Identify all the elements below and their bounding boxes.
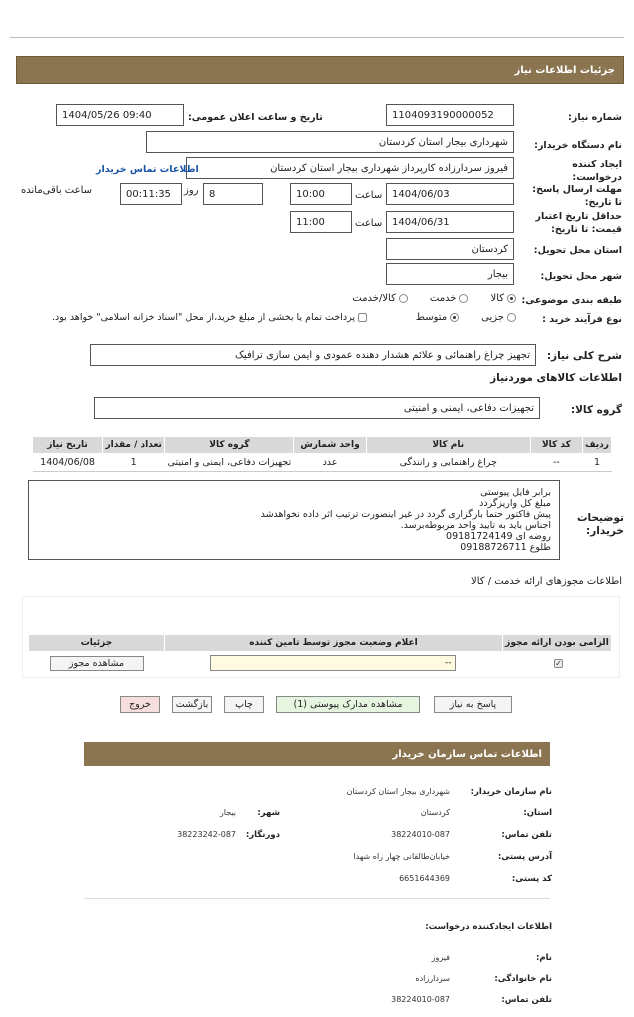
cell-qty: 1 — [130, 457, 137, 468]
cell-date: 1404/06/08 — [40, 457, 95, 468]
process-option-minor[interactable]: جزیی — [481, 312, 516, 323]
col-group: گروه کالا — [165, 437, 294, 454]
payment-checkbox[interactable] — [358, 313, 367, 322]
contact-phone-label: تلفن تماس: — [501, 830, 552, 840]
buyer-notes-label: توضیحات خریدار: — [576, 512, 624, 537]
col-qty: تعداد / مقدار — [103, 437, 165, 454]
category-option-goods[interactable]: کالا — [490, 293, 516, 304]
permit-required-checkbox[interactable]: ✓ — [555, 658, 562, 668]
cell-name: چراغ راهنمایی و رانندگی — [399, 457, 497, 468]
validity-time-field: 11:00 — [290, 211, 352, 233]
buyer-notes-box — [28, 480, 560, 560]
page-header — [16, 56, 624, 84]
validity-hour-label: ساعت — [355, 218, 383, 229]
page-title: جزئیات اطلاعات نیاز — [514, 64, 615, 76]
contact-province-value: کردستان — [420, 808, 450, 817]
exit-button[interactable]: خروج — [120, 696, 160, 713]
permit-col-details: جزئیات — [29, 635, 165, 652]
cell-unit: عدد — [322, 457, 338, 468]
process-option-medium[interactable]: متوسط — [416, 312, 459, 323]
creator-phone-value: 38224010-087 — [391, 995, 450, 1004]
contact-header — [84, 742, 550, 766]
contact-fax-label: دورنگار: — [245, 830, 280, 840]
contact-info-link[interactable]: اطلاعات تماس خریدار — [96, 164, 199, 175]
radio-icon — [507, 294, 516, 303]
summary-field: تجهیز چراغ راهنمائی و علائم هشدار دهنده عمودی و ایمن سازی ترافیک — [90, 344, 536, 366]
top-divider — [10, 37, 624, 38]
category-option-service[interactable]: خدمت — [430, 293, 469, 304]
permits-table — [28, 634, 612, 674]
contact-org-label: نام سازمان خریدار: — [470, 787, 552, 797]
province-field: کردستان — [386, 238, 514, 260]
col-unit: واحد شمارش — [294, 437, 366, 454]
group-field: تجهیزات دفاعی، ایمنی و امنیتی — [94, 397, 540, 419]
announce-field: 1404/05/26 09:40 — [56, 104, 184, 126]
radio-icon — [507, 313, 516, 322]
deadline-date-field: 1404/06/03 — [386, 183, 514, 205]
cell-group: تجهیزات دفاعی، ایمنی و امنیتی — [167, 457, 292, 468]
permits-title: اطلاعات مجوزهای ارائه خدمت / کالا — [471, 576, 622, 587]
process-label: نوع فرآیند خرید : — [542, 314, 622, 325]
contact-phone-value: 38224010-087 — [391, 830, 450, 839]
note-line: روضه ای 09181724149 — [446, 531, 551, 542]
creator-field: فیروز سردارزاده کارپرداز شهرداری بیجار استان کردستان — [186, 157, 514, 179]
contact-address-value: خیابان‌طالقانی چهار راه شهدا — [353, 852, 450, 861]
note-line: طلوع 09188726711 — [460, 542, 551, 553]
goods-info-title: اطلاعات کالاهای موردنیاز — [490, 372, 622, 384]
contact-postal-label: کد پستی: — [511, 874, 552, 884]
category-option-goods-service[interactable]: کالا/خدمت — [352, 293, 408, 304]
payment-note — [52, 312, 367, 323]
deadline-label: مهلت ارسال پاسخ: تا تاریخ: — [532, 184, 622, 208]
process-radio-group — [416, 312, 516, 323]
summary-label: شرح کلی نیاز: — [546, 350, 622, 362]
remaining-time-field: 00:11:35 — [120, 183, 182, 205]
creator-family-label: نام خانوادگی: — [494, 974, 552, 984]
creator-name-value: فیروز — [431, 953, 450, 962]
validity-date-field: 1404/06/31 — [386, 211, 514, 233]
view-permit-button[interactable]: مشاهده مجوز — [50, 656, 144, 671]
days-label: روز — [184, 185, 199, 196]
permit-row — [29, 652, 612, 675]
reply-button[interactable]: پاسخ به نیاز — [434, 696, 512, 713]
contact-divider — [84, 898, 550, 899]
category-label: طبقه بندی موضوعی: — [521, 295, 622, 306]
payment-note-text: پرداخت تمام یا بخشی از مبلغ خرید،از محل "اسناد خزانه اسلامی" خواهد بود. — [52, 312, 355, 323]
permit-status-field[interactable]: -- — [210, 655, 456, 671]
goods-table-header — [33, 437, 612, 454]
creator-family-value: سردارزاده — [415, 974, 450, 983]
province-label: استان محل تحویل: — [533, 245, 622, 256]
radio-icon — [459, 294, 468, 303]
deadline-time-field: 10:00 — [290, 183, 352, 205]
deadline-hour-label: ساعت — [355, 190, 383, 201]
creator-label: ایجاد کننده درخواست: — [572, 159, 622, 183]
cell-code: -- — [552, 457, 560, 468]
goods-table — [32, 436, 612, 472]
contact-province-label: استان: — [523, 808, 552, 818]
col-date: تاریخ نیاز — [33, 437, 103, 454]
note-line: مبلغ کل واریزگردد — [479, 498, 551, 509]
min-validity-label: حداقل تاریخ اعتبار قیمت: تا تاریخ: — [535, 211, 622, 235]
contact-postal-value: 6651644369 — [399, 874, 450, 883]
category-radio-group — [352, 293, 516, 304]
cell-row: 1 — [593, 457, 601, 468]
back-button[interactable]: بازگشت — [172, 696, 212, 713]
contact-address-label: آدرس پستی: — [497, 852, 552, 862]
radio-icon — [399, 294, 408, 303]
note-line: پیش فاکتور حتما بارگزاری گردد در غیر اینصورت ترتیب اثر داده نخواهدشد — [260, 509, 551, 520]
col-row: ردیف — [583, 437, 612, 454]
contact-title: اطلاعات تماس سازمان خریدار — [392, 748, 542, 760]
contact-city-value: بیجار — [219, 808, 236, 817]
remaining-label: ساعت باقی‌مانده — [21, 185, 93, 196]
city-label: شهر محل تحویل: — [540, 271, 622, 282]
note-line: برابر فایل پیوستی — [480, 487, 551, 498]
contact-org-value: شهرداری بیجار استان کردستان — [346, 787, 450, 796]
buyer-org-field: شهرداری بیجار استان کردستان — [146, 131, 514, 153]
permit-col-required: الزامی بودن ارائه مجوز — [502, 635, 611, 652]
permit-col-status: اعلام وضعیت مجوز توسط تامین کننده — [164, 635, 502, 652]
contact-fax-value: 38223242-087 — [177, 830, 236, 839]
group-label: گروه کالا: — [570, 404, 622, 416]
radio-icon — [450, 313, 459, 322]
buyer-org-label: نام دستگاه خریدار: — [534, 140, 622, 151]
attachments-button[interactable]: مشاهده مدارک پیوستی (1) — [276, 696, 420, 713]
col-code: کد کالا — [530, 437, 582, 454]
need-number-label: شماره نیاز: — [568, 112, 622, 123]
city-field: بیجار — [386, 263, 514, 285]
contact-city-label: شهر: — [257, 808, 280, 818]
creator-phone-label: تلفن تماس: — [501, 995, 552, 1005]
table-row — [33, 454, 612, 472]
col-name: نام کالا — [366, 437, 530, 454]
days-field: 8 — [203, 183, 263, 205]
creator-info-title: اطلاعات ایجادکننده درخواست: — [425, 922, 552, 932]
note-line: اجناس باید به تایید واحد مربوطه‌برسد. — [400, 520, 551, 531]
need-number-field: 1104093190000052 — [386, 104, 514, 126]
creator-name-label: نام: — [535, 953, 552, 963]
announce-label: تاریخ و ساعت اعلان عمومی: — [188, 112, 323, 123]
print-button[interactable]: چاپ — [224, 696, 264, 713]
